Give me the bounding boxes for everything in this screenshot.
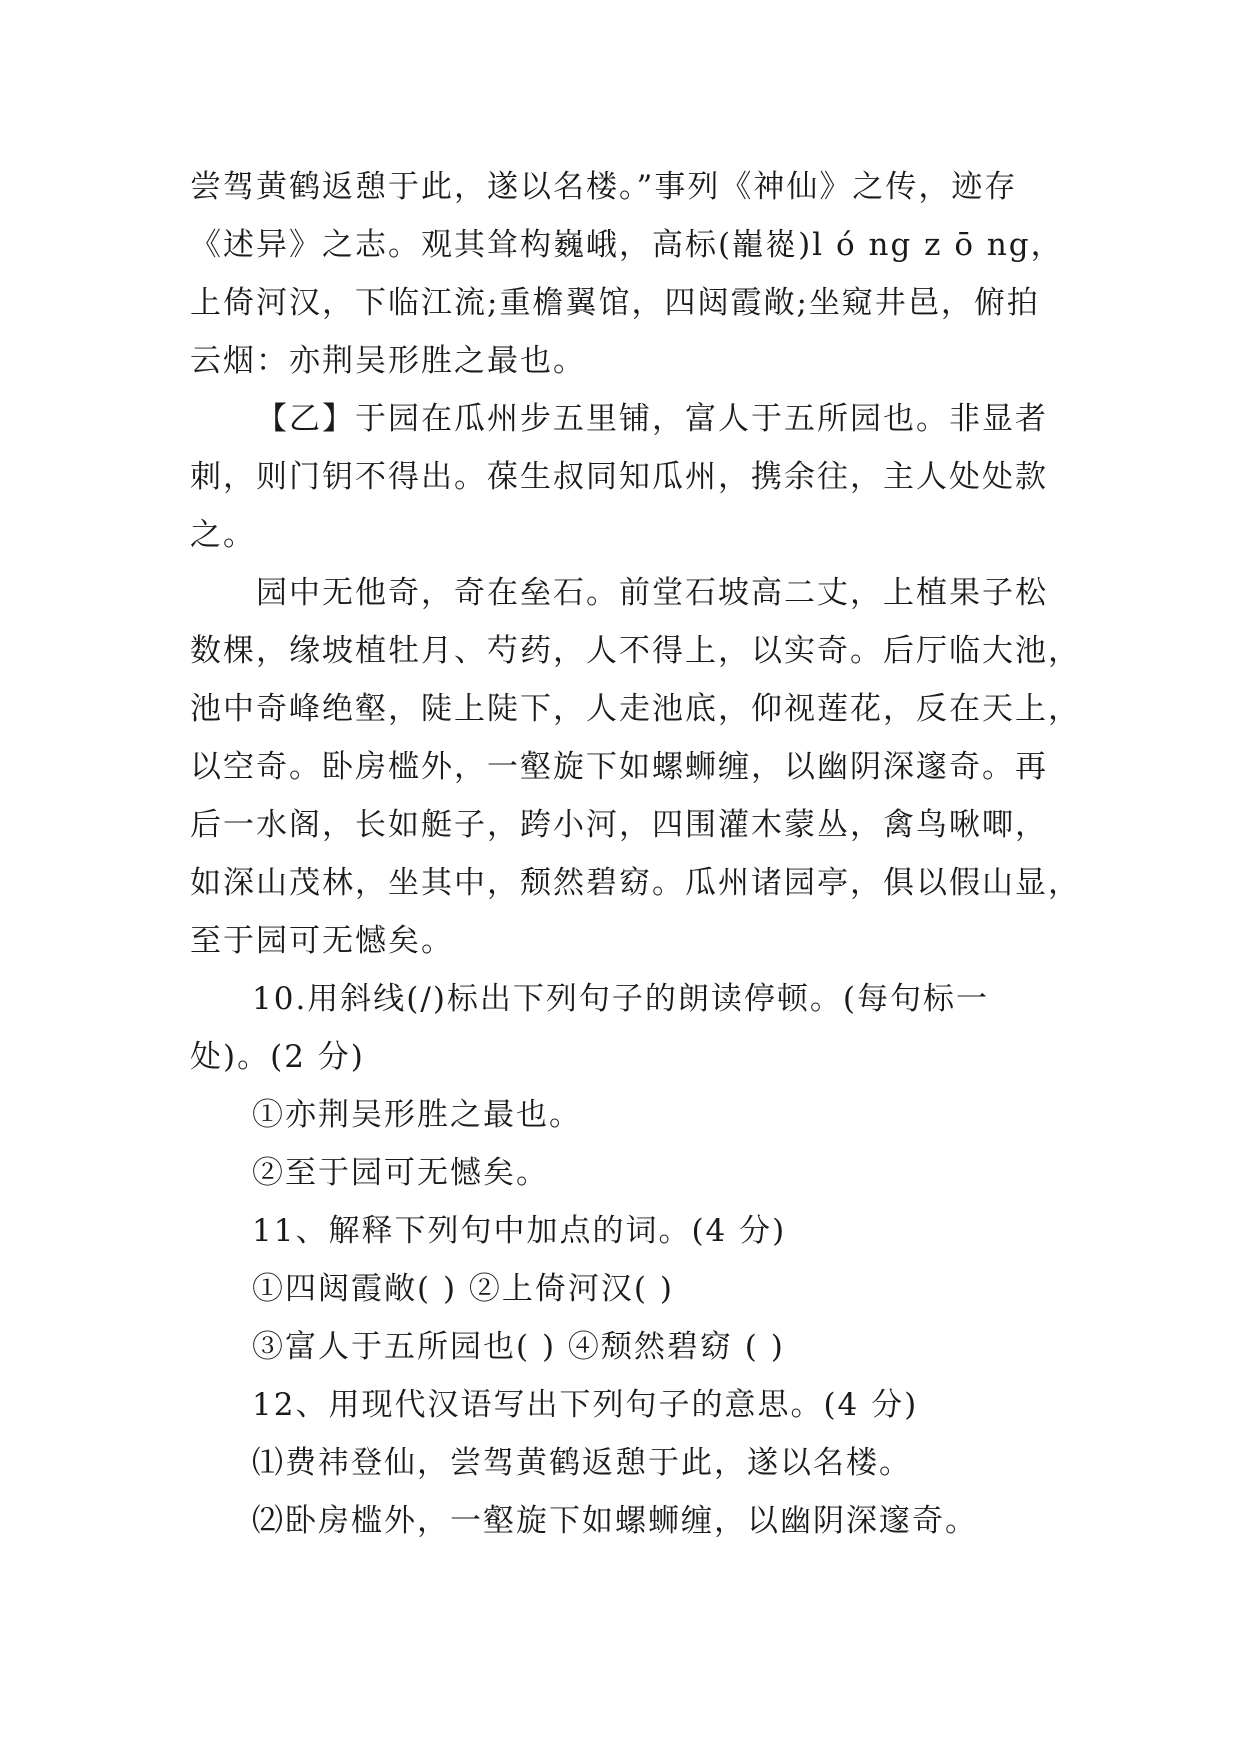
question-text: 处)。(2 分) (190, 1039, 365, 1075)
text-line: 至于园可无憾矣。 (190, 923, 454, 959)
question-item: ⑵卧房槛外，一壑旋下如螺蛳缠，以幽阴深邃奇。 (252, 1503, 978, 1539)
text-line: 之。 (190, 517, 256, 553)
question-12 (190, 1376, 1060, 1550)
text-line: 尝驾黄鹤返憩于此，遂以名楼。”事列《神仙》之传，迹存 (190, 169, 1018, 205)
question-text: 12、用现代汉语写出下列句子的意思。(4 分) (252, 1387, 919, 1423)
passage-yi-intro (190, 390, 1060, 564)
text-line: 【乙】于园在瓜州步五里铺，富人于五所园也。非显者 (256, 401, 1048, 437)
question-item: ③富人于五所园也( ) ④颓然碧窈 ( ) (252, 1329, 785, 1365)
passage-yi-body (190, 564, 1081, 970)
document-body (190, 158, 1081, 1550)
question-item: ①亦荆吴形胜之最也。 (252, 1097, 582, 1133)
question-text: 10.用斜线(/)标出下列句子的朗读停顿。(每句标一 (252, 981, 990, 1017)
text-line: 上倚河汉，下临江流;重檐翼馆，四闼霞敞;坐窥井邑，俯拍 (190, 285, 1040, 321)
text-line: 刺，则门钥不得出。葆生叔同知瓜州，携余往，主人处处款 (190, 459, 1048, 495)
question-11 (190, 1202, 1060, 1376)
question-item: ②至于园可无憾矣。 (252, 1155, 549, 1191)
passage-jia (190, 158, 1064, 390)
text-line: 数棵，缘坡植牡月、芍药，人不得上，以实奇。后厅临大池， (190, 633, 1081, 669)
text-line: 云烟：亦荆吴形胜之最也。 (190, 343, 586, 379)
text-line: 池中奇峰绝壑，陡上陡下，人走池底，仰视莲花，反在天上， (190, 691, 1081, 727)
question-item: ①四闼霞敞( ) ②上倚河汉( ) (252, 1271, 674, 1307)
question-item: ⑴费祎登仙，尝驾黄鹤返憩于此，遂以名楼。 (252, 1445, 912, 1481)
question-text: 11、解释下列句中加点的词。(4 分) (252, 1213, 787, 1249)
text-line: 《述异》之志。观其耸构巍峨，高标(巃嵸)l ó ng z ō ng， (190, 227, 1064, 263)
text-line: 后一水阁，长如艇子，跨小河，四围灌木蒙丛，禽鸟啾唧， (190, 807, 1048, 843)
question-10 (190, 970, 1060, 1202)
text-line: 如深山茂林，坐其中，颓然碧窈。瓜州诸园亭，俱以假山显， (190, 865, 1081, 901)
text-line: 园中无他奇，奇在垒石。前堂石坡高二丈，上植果子松 (256, 575, 1048, 611)
text-line: 以空奇。卧房槛外，一壑旋下如螺蛳缠，以幽阴深邃奇。再 (190, 749, 1048, 785)
